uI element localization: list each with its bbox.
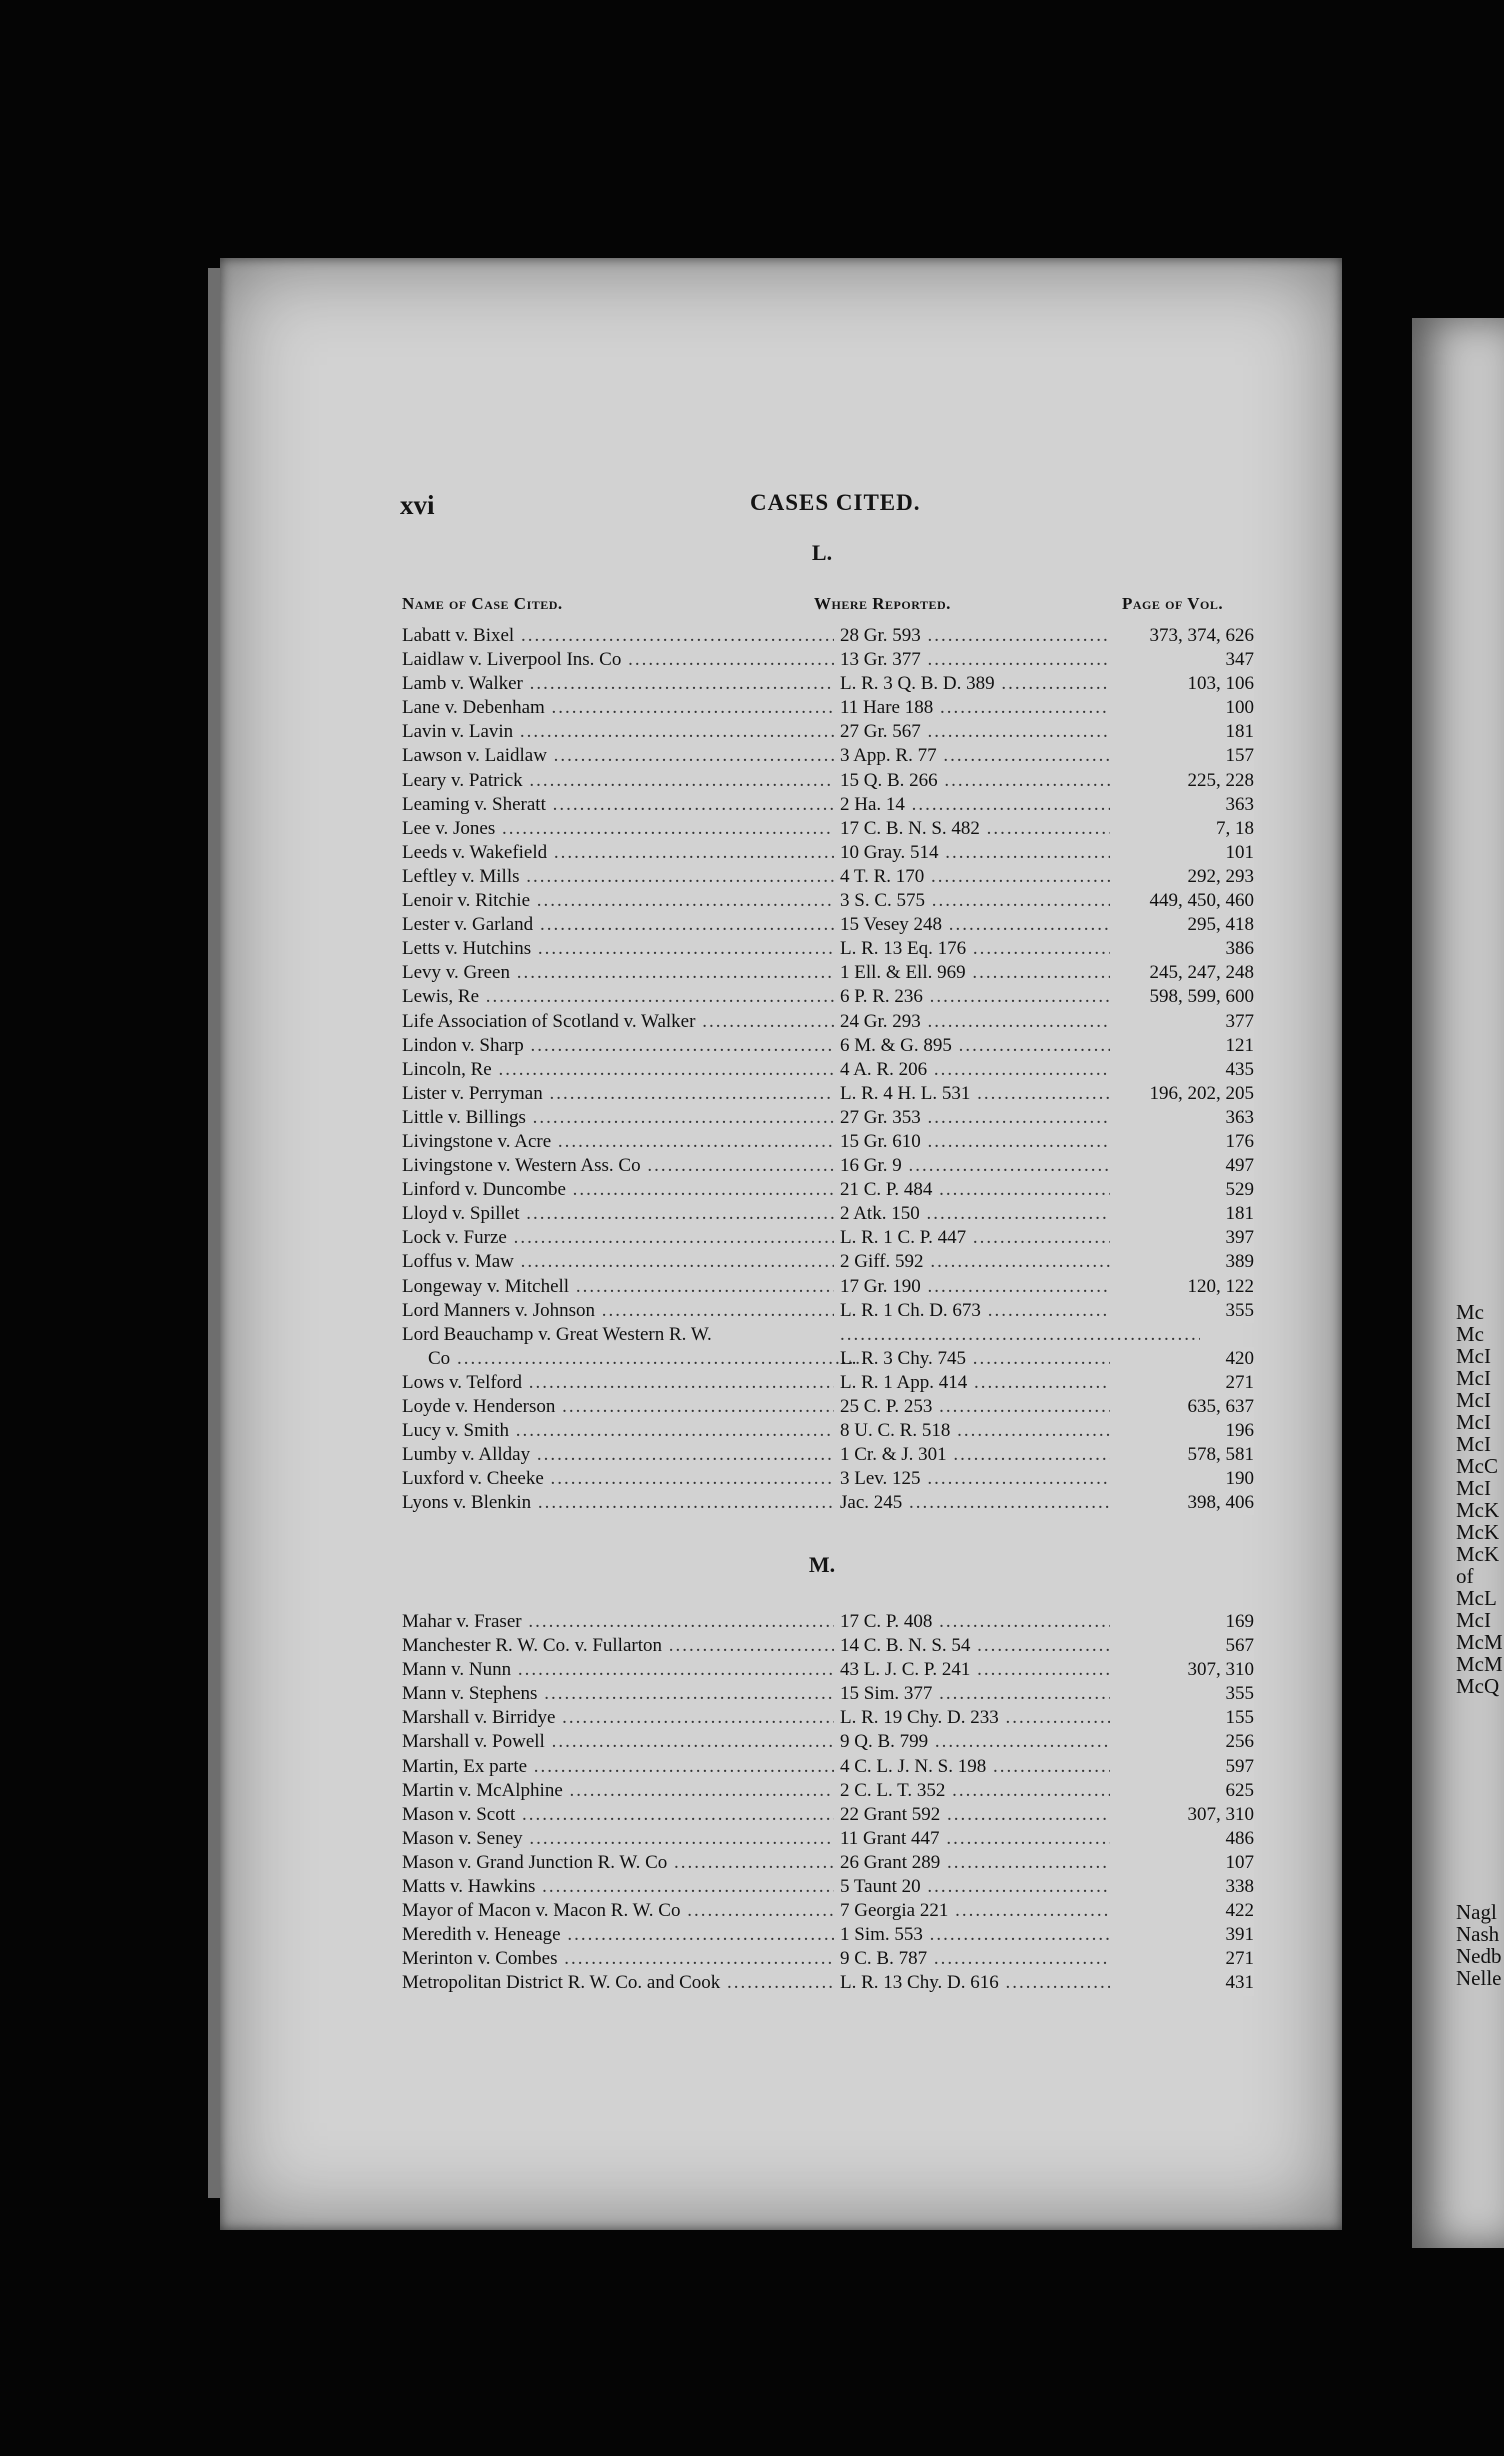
table-row xyxy=(402,913,1254,937)
where-reported: 4 A. R. 206 ..... xyxy=(840,1058,1200,1082)
page-of-volume: 7, 18 xyxy=(1110,817,1254,841)
where-reported: 1 Sim. 553 ..... xyxy=(840,1923,1200,1947)
table-row xyxy=(402,1154,1254,1178)
case-name: Marshall v. Birridye ..... xyxy=(402,1706,834,1730)
facing-page-fragment: Nagl xyxy=(1456,1900,1497,1924)
table-row xyxy=(402,1947,1254,1971)
facing-page-fragment: McM xyxy=(1456,1652,1503,1676)
where-reported: 27 Gr. 353 ..... xyxy=(840,1106,1200,1130)
table-row xyxy=(402,1323,1254,1347)
table-row xyxy=(402,1803,1254,1827)
case-name: Lyons v. Blenkin ..... xyxy=(402,1491,834,1515)
page-of-volume: 386 xyxy=(1110,937,1254,961)
table-row xyxy=(402,985,1254,1009)
facing-page-fragment: McI xyxy=(1456,1410,1491,1434)
page-of-volume: 181 xyxy=(1110,720,1254,744)
page-of-volume: 100 xyxy=(1110,696,1254,720)
table-row xyxy=(402,793,1254,817)
table-row xyxy=(402,1250,1254,1274)
page-number: xvi xyxy=(400,490,435,520)
page-of-volume: 420 xyxy=(1110,1347,1254,1371)
case-name: Letts v. Hutchins ..... xyxy=(402,937,834,961)
table-row xyxy=(402,1202,1254,1226)
page-of-volume: 486 xyxy=(1110,1827,1254,1851)
table-row xyxy=(402,1682,1254,1706)
case-name: Lord Beauchamp v. Great Western R. W. xyxy=(402,1323,712,1345)
case-name: Loyde v. Henderson ..... xyxy=(402,1395,834,1419)
case-name: Lindon v. Sharp ..... xyxy=(402,1034,834,1058)
table-row xyxy=(402,1371,1254,1395)
facing-page-fragment: Mc xyxy=(1456,1322,1484,1346)
case-name: Labatt v. Bixel ..... xyxy=(402,624,834,648)
case-name: Lawson v. Laidlaw ..... xyxy=(402,744,834,768)
page-of-volume: 292, 293 xyxy=(1110,865,1254,889)
page-of-volume: 529 xyxy=(1110,1178,1254,1202)
page-of-volume: 103, 106 xyxy=(1110,672,1254,696)
page-of-volume: 597 xyxy=(1110,1755,1254,1779)
case-name: Co ..... xyxy=(402,1347,860,1371)
case-name: Matts v. Hawkins ..... xyxy=(402,1875,834,1899)
case-name: Lucy v. Smith ..... xyxy=(402,1419,834,1443)
running-title: CASES CITED. xyxy=(750,490,921,515)
page-of-volume: 196 xyxy=(1110,1419,1254,1443)
case-name: Manchester R. W. Co. v. Fullarton ..... xyxy=(402,1634,834,1658)
case-name: Mason v. Grand Junction R. W. Co ..... xyxy=(402,1851,834,1875)
where-reported: 26 Grant 289 ..... xyxy=(840,1851,1200,1875)
where-reported: 4 C. L. J. N. S. 198 ..... xyxy=(840,1755,1200,1779)
table-row xyxy=(402,1106,1254,1130)
facing-page-fragment: Nelle xyxy=(1456,1966,1502,1990)
page-of-volume: 307, 310 xyxy=(1110,1803,1254,1827)
where-reported: L. R. 19 Chy. D. 233 ..... xyxy=(840,1706,1200,1730)
case-name: Linford v. Duncombe ..... xyxy=(402,1178,834,1202)
where-reported: 14 C. B. N. S. 54 ..... xyxy=(840,1634,1200,1658)
where-reported: 21 C. P. 484 ..... xyxy=(840,1178,1200,1202)
table-row xyxy=(402,1899,1254,1923)
page-of-volume: 107 xyxy=(1110,1851,1254,1875)
case-name: Lord Manners v. Johnson ..... xyxy=(402,1299,834,1323)
facing-page-fragment: Nedb xyxy=(1456,1944,1502,1968)
case-name: Leaming v. Sheratt ..... xyxy=(402,793,834,817)
case-list-m xyxy=(402,1610,1254,1996)
case-name: Lloyd v. Spillet ..... xyxy=(402,1202,834,1226)
where-reported: 4 T. R. 170 ..... xyxy=(840,865,1200,889)
case-name: Laidlaw v. Liverpool Ins. Co ..... xyxy=(402,648,834,672)
page-of-volume: 363 xyxy=(1110,793,1254,817)
table-row xyxy=(402,720,1254,744)
facing-page-fragment: McI xyxy=(1456,1608,1491,1632)
case-name: Martin v. McAlphine ..... xyxy=(402,1779,834,1803)
where-reported: 15 Gr. 610 ..... xyxy=(840,1130,1200,1154)
facing-page-fragment: McC xyxy=(1456,1454,1498,1478)
case-name: Martin, Ex parte ..... xyxy=(402,1755,834,1779)
table-row xyxy=(402,865,1254,889)
case-name: Levy v. Green ..... xyxy=(402,961,834,985)
page-of-volume: 449, 450, 460 xyxy=(1110,889,1254,913)
page-of-volume: 181 xyxy=(1110,1202,1254,1226)
case-name: Lane v. Debenham ..... xyxy=(402,696,834,720)
case-name: Livingstone v. Acre ..... xyxy=(402,1130,834,1154)
where-reported: 3 S. C. 575 ..... xyxy=(840,889,1200,913)
where-reported: 17 Gr. 190 ..... xyxy=(840,1275,1200,1299)
page-of-volume: 377 xyxy=(1110,1010,1254,1034)
page-of-volume: 120, 122 xyxy=(1110,1275,1254,1299)
case-name: Leary v. Patrick ..... xyxy=(402,769,834,793)
case-name: Life Association of Scotland v. Walker ..... xyxy=(402,1010,834,1034)
case-name: Leeds v. Wakefield ..... xyxy=(402,841,834,865)
page-of-volume: 355 xyxy=(1110,1299,1254,1323)
table-row xyxy=(402,648,1254,672)
page-of-volume: 391 xyxy=(1110,1923,1254,1947)
facing-page xyxy=(1412,318,1504,2248)
where-reported: 22 Grant 592 ..... xyxy=(840,1803,1200,1827)
table-row xyxy=(402,1730,1254,1754)
where-reported: 28 Gr. 593 ..... xyxy=(840,624,1200,648)
table-row xyxy=(402,1178,1254,1202)
page-of-volume: 598, 599, 600 xyxy=(1110,985,1254,1009)
where-reported xyxy=(840,1323,1200,1347)
where-reported: L. R. 13 Eq. 176 ..... xyxy=(840,937,1200,961)
facing-page-fragment: of xyxy=(1456,1564,1474,1588)
where-reported: 11 Grant 447 ..... xyxy=(840,1827,1200,1851)
facing-page-fragment: McI xyxy=(1456,1344,1491,1368)
page-of-volume: 578, 581 xyxy=(1110,1443,1254,1467)
facing-page-fragment: McI xyxy=(1456,1366,1491,1390)
facing-page-fragment: McI xyxy=(1456,1388,1491,1412)
where-reported: L. R. 1 App. 414 ..... xyxy=(840,1371,1200,1395)
case-name: Lock v. Furze ..... xyxy=(402,1226,834,1250)
section-letter-m: M. xyxy=(808,1552,836,1577)
case-name: Lincoln, Re ..... xyxy=(402,1058,834,1082)
table-row xyxy=(402,1010,1254,1034)
case-name: Mason v. Seney ..... xyxy=(402,1827,834,1851)
page-of-volume: 196, 202, 205 xyxy=(1110,1082,1254,1106)
case-name: Merinton v. Combes ..... xyxy=(402,1947,834,1971)
page-of-volume: 422 xyxy=(1110,1899,1254,1923)
page-of-volume: 373, 374, 626 xyxy=(1110,624,1254,648)
table-row xyxy=(402,841,1254,865)
where-reported: 1 Ell. & Ell. 969 ..... xyxy=(840,961,1200,985)
section-letter-l: L. xyxy=(811,540,833,565)
page-of-volume: 431 xyxy=(1110,1971,1254,1995)
where-reported: 5 Taunt 20 ..... xyxy=(840,1875,1200,1899)
table-row xyxy=(402,1634,1254,1658)
where-reported: 15 Vesey 248 ..... xyxy=(840,913,1200,937)
case-name: Loffus v. Maw ..... xyxy=(402,1250,834,1274)
table-row xyxy=(402,1130,1254,1154)
page-of-volume: 435 xyxy=(1110,1058,1254,1082)
table-row xyxy=(402,1082,1254,1106)
where-reported: L. R. 3 Q. B. D. 389 ..... xyxy=(840,672,1200,696)
where-reported: 13 Gr. 377 ..... xyxy=(840,648,1200,672)
table-row xyxy=(402,624,1254,648)
page-of-volume: 245, 247, 248 xyxy=(1110,961,1254,985)
where-reported: 2 Ha. 14 ..... xyxy=(840,793,1200,817)
where-reported: 9 C. B. 787 ..... xyxy=(840,1947,1200,1971)
page-of-volume: 338 xyxy=(1110,1875,1254,1899)
facing-page-fragment: McQ xyxy=(1456,1674,1500,1698)
where-reported: 9 Q. B. 799 ..... xyxy=(840,1730,1200,1754)
table-row xyxy=(402,672,1254,696)
table-row xyxy=(402,1299,1254,1323)
facing-page-fragment: McK xyxy=(1456,1542,1500,1566)
where-reported: L. R. 1 C. P. 447 ..... xyxy=(840,1226,1200,1250)
table-row xyxy=(402,1034,1254,1058)
page-of-volume: 121 xyxy=(1110,1034,1254,1058)
page-of-volume: 567 xyxy=(1110,1634,1254,1658)
page-of-volume: 169 xyxy=(1110,1610,1254,1634)
where-reported: 7 Georgia 221 ..... xyxy=(840,1899,1200,1923)
case-name: Lavin v. Lavin ..... xyxy=(402,720,834,744)
table-row xyxy=(402,937,1254,961)
column-header-where: Where Reported. xyxy=(814,594,951,613)
case-list-l xyxy=(402,624,1254,1515)
page-of-volume: 347 xyxy=(1110,648,1254,672)
case-name: Lewis, Re ..... xyxy=(402,985,834,1009)
page-of-volume: 625 xyxy=(1110,1779,1254,1803)
table-row xyxy=(402,1347,1254,1371)
where-reported: 3 Lev. 125 ..... xyxy=(840,1467,1200,1491)
page-of-volume: 497 xyxy=(1110,1154,1254,1178)
table-row xyxy=(402,1467,1254,1491)
facing-page-fragment: McL xyxy=(1456,1586,1497,1610)
case-name: Luxford v. Cheeke ..... xyxy=(402,1467,834,1491)
facing-page-fragment: McI xyxy=(1456,1432,1491,1456)
where-reported: 17 C. P. 408 ..... xyxy=(840,1610,1200,1634)
table-row xyxy=(402,1706,1254,1730)
where-reported: 6 P. R. 236 ..... xyxy=(840,985,1200,1009)
case-name: Livingstone v. Western Ass. Co ..... xyxy=(402,1154,834,1178)
case-name: Mason v. Scott ..... xyxy=(402,1803,834,1827)
where-reported: 3 App. R. 77 ..... xyxy=(840,744,1200,768)
page-of-volume: 635, 637 xyxy=(1110,1395,1254,1419)
facing-page-fragment: Nash xyxy=(1456,1922,1500,1946)
page-of-volume: 157 xyxy=(1110,744,1254,768)
case-name: Lamb v. Walker ..... xyxy=(402,672,834,696)
table-row xyxy=(402,1419,1254,1443)
case-name: Longeway v. Mitchell ..... xyxy=(402,1275,834,1299)
page-of-volume: 271 xyxy=(1110,1947,1254,1971)
table-row xyxy=(402,1755,1254,1779)
table-row xyxy=(402,1779,1254,1803)
where-reported: L. R. 4 H. L. 531 ..... xyxy=(840,1082,1200,1106)
where-reported: 15 Sim. 377 ..... xyxy=(840,1682,1200,1706)
page-of-volume: 389 xyxy=(1110,1250,1254,1274)
where-reported: 16 Gr. 9 ..... xyxy=(840,1154,1200,1178)
case-name: Lee v. Jones ..... xyxy=(402,817,834,841)
table-row xyxy=(402,817,1254,841)
where-reported: 6 M. & G. 895 ..... xyxy=(840,1034,1200,1058)
where-reported: 2 C. L. T. 352 ..... xyxy=(840,1779,1200,1803)
page-of-volume: 295, 418 xyxy=(1110,913,1254,937)
where-reported: 1 Cr. & J. 301 ..... xyxy=(840,1443,1200,1467)
where-reported: L. R. 1 Ch. D. 673 ..... xyxy=(840,1299,1200,1323)
case-name: Mann v. Nunn ..... xyxy=(402,1658,834,1682)
where-reported: 11 Hare 188 ..... xyxy=(840,696,1200,720)
page-of-volume: 225, 228 xyxy=(1110,769,1254,793)
page-of-volume: 190 xyxy=(1110,1467,1254,1491)
case-name: Lumby v. Allday ..... xyxy=(402,1443,834,1467)
where-reported: 17 C. B. N. S. 482 ..... xyxy=(840,817,1200,841)
table-row xyxy=(402,1971,1254,1995)
facing-page-fragment: Mc xyxy=(1456,1300,1484,1324)
table-row xyxy=(402,1226,1254,1250)
table-row xyxy=(402,1395,1254,1419)
case-name: Meredith v. Heneage ..... xyxy=(402,1923,834,1947)
where-reported: 8 U. C. R. 518 ..... xyxy=(840,1419,1200,1443)
where-reported: 10 Gray. 514 ..... xyxy=(840,841,1200,865)
table-row xyxy=(402,1275,1254,1299)
page-header xyxy=(400,490,1260,530)
case-name: Metropolitan District R. W. Co. and Cook ..... xyxy=(402,1971,834,1995)
case-name: Lester v. Garland ..... xyxy=(402,913,834,937)
page-of-volume: 398, 406 xyxy=(1110,1491,1254,1515)
page-of-volume: 176 xyxy=(1110,1130,1254,1154)
case-name: Mayor of Macon v. Macon R. W. Co ..... xyxy=(402,1899,834,1923)
page-of-volume: 307, 310 xyxy=(1110,1658,1254,1682)
column-header-page: Page of Vol. xyxy=(1122,594,1224,613)
where-reported: 2 Giff. 592 ..... xyxy=(840,1250,1200,1274)
table-row xyxy=(402,1923,1254,1947)
case-name: Little v. Billings ..... xyxy=(402,1106,834,1130)
table-row xyxy=(402,744,1254,768)
table-row xyxy=(402,769,1254,793)
facing-page-fragment: McK xyxy=(1456,1520,1500,1544)
table-row xyxy=(402,1827,1254,1851)
table-row xyxy=(402,1443,1254,1467)
facing-page-fragment: McK xyxy=(1456,1498,1500,1522)
case-name: Lenoir v. Ritchie ..... xyxy=(402,889,834,913)
table-row xyxy=(402,1058,1254,1082)
page-of-volume: 355 xyxy=(1110,1682,1254,1706)
table-row xyxy=(402,1658,1254,1682)
where-reported: 15 Q. B. 266 ..... xyxy=(840,769,1200,793)
facing-page-fragment: McM xyxy=(1456,1630,1503,1654)
where-reported: L. R. 13 Chy. D. 616 ..... xyxy=(840,1971,1200,1995)
table-row xyxy=(402,1491,1254,1515)
table-row xyxy=(402,1610,1254,1634)
page-of-volume: 397 xyxy=(1110,1226,1254,1250)
where-reported: 24 Gr. 293 ..... xyxy=(840,1010,1200,1034)
table-row xyxy=(402,1875,1254,1899)
table-row xyxy=(402,889,1254,913)
where-reported: L. R. 3 Chy. 745 ..... xyxy=(840,1347,1200,1371)
case-name: Leftley v. Mills ..... xyxy=(402,865,834,889)
page-of-volume: 155 xyxy=(1110,1706,1254,1730)
column-header-name: Name of Case Cited. xyxy=(402,594,563,613)
case-name: Lows v. Telford ..... xyxy=(402,1371,834,1395)
where-reported: 25 C. P. 253 ..... xyxy=(840,1395,1200,1419)
case-name: Marshall v. Powell ..... xyxy=(402,1730,834,1754)
table-row xyxy=(402,696,1254,720)
page-of-volume: 363 xyxy=(1110,1106,1254,1130)
page-of-volume: 271 xyxy=(1110,1371,1254,1395)
table-row xyxy=(402,1851,1254,1875)
where-reported: 2 Atk. 150 ..... xyxy=(840,1202,1200,1226)
facing-page-fragment: McI xyxy=(1456,1476,1491,1500)
where-reported: Jac. 245 ..... xyxy=(840,1491,1200,1515)
page-of-volume: 256 xyxy=(1110,1730,1254,1754)
case-name: Mann v. Stephens ..... xyxy=(402,1682,834,1706)
case-name: Mahar v. Fraser ..... xyxy=(402,1610,834,1634)
where-reported: 43 L. J. C. P. 241 ..... xyxy=(840,1658,1200,1682)
case-name: Lister v. Perryman ..... xyxy=(402,1082,834,1106)
where-reported: 27 Gr. 567 ..... xyxy=(840,720,1200,744)
page-of-volume: 101 xyxy=(1110,841,1254,865)
table-row xyxy=(402,961,1254,985)
